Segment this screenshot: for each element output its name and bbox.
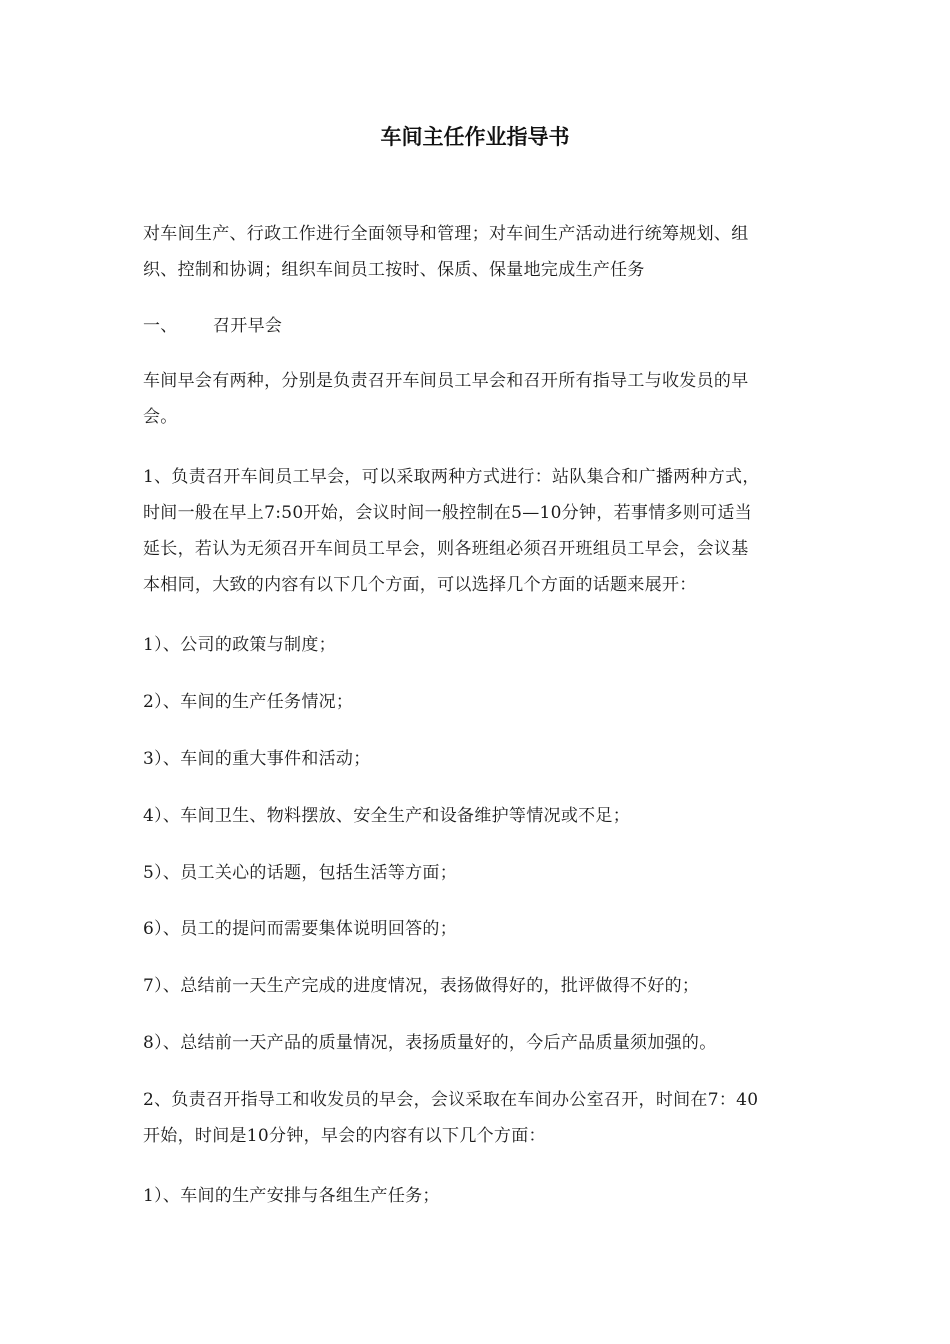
list-item: 1）、车间的生产安排与各组生产任务； [143, 1186, 440, 1206]
text-line: 本相同，大致的内容有以下几个方面，可以选择几个方面的话题来展开： [143, 575, 697, 595]
item1-paragraph [143, 459, 811, 603]
list-item: 1）、公司的政策与制度； [143, 635, 336, 655]
intro-paragraph [143, 216, 811, 288]
text-line: 延长，若认为无须召开车间员工早会，则各班组必须召开班组员工早会，会议基 [143, 539, 749, 559]
section-heading [143, 308, 811, 344]
list-item: 5）、员工关心的话题，包括生活等方面； [143, 863, 458, 883]
section-title: 召开早会 [213, 316, 283, 336]
text-line: 织、控制和协调；组织车间员工按时、保质、保量地完成生产任务 [143, 260, 645, 280]
list-item: 2）、车间的生产任务情况； [143, 692, 354, 712]
text-line: 2、负责召开指导工和收发员的早会，会议采取在车间办公室召开，时间在7：40 [143, 1090, 759, 1110]
list-item: 4）、车间卫生、物料摆放、安全生产和设备维护等情况或不足； [143, 806, 631, 826]
text-line: 对车间生产、行政工作进行全面领导和管理；对车间生产活动进行统筹规划、组 [143, 224, 749, 244]
list-item: 3）、车间的重大事件和活动； [143, 749, 371, 769]
document-title: 车间主任作业指导书 [380, 125, 570, 149]
summary-paragraph [143, 363, 811, 435]
list-item: 8）、总结前一天产品的质量情况，表扬质量好的，今后产品质量须加强的。 [143, 1033, 717, 1053]
text-line: 1、负责召开车间员工早会，可以采取两种方式进行：站队集合和广播两种方式， [143, 467, 760, 487]
item2-paragraph [143, 1082, 811, 1154]
section-number: 一、 [143, 316, 178, 336]
list-item: 7）、总结前一天生产完成的进度情况，表扬做得好的，批评做得不好的； [143, 976, 700, 996]
text-line: 开始，时间是10分钟，早会的内容有以下几个方面： [143, 1126, 546, 1146]
text-line: 车间早会有两种，分别是负责召开车间员工早会和召开所有指导工与收发员的早 [143, 371, 749, 391]
list-item: 6）、员工的提问而需要集体说明回答的； [143, 919, 458, 939]
text-line: 时间一般在早上7:50开始，会议时间一般控制在5—10分钟，若事情多则可适当 [143, 503, 753, 523]
text-line: 会。 [143, 407, 178, 427]
